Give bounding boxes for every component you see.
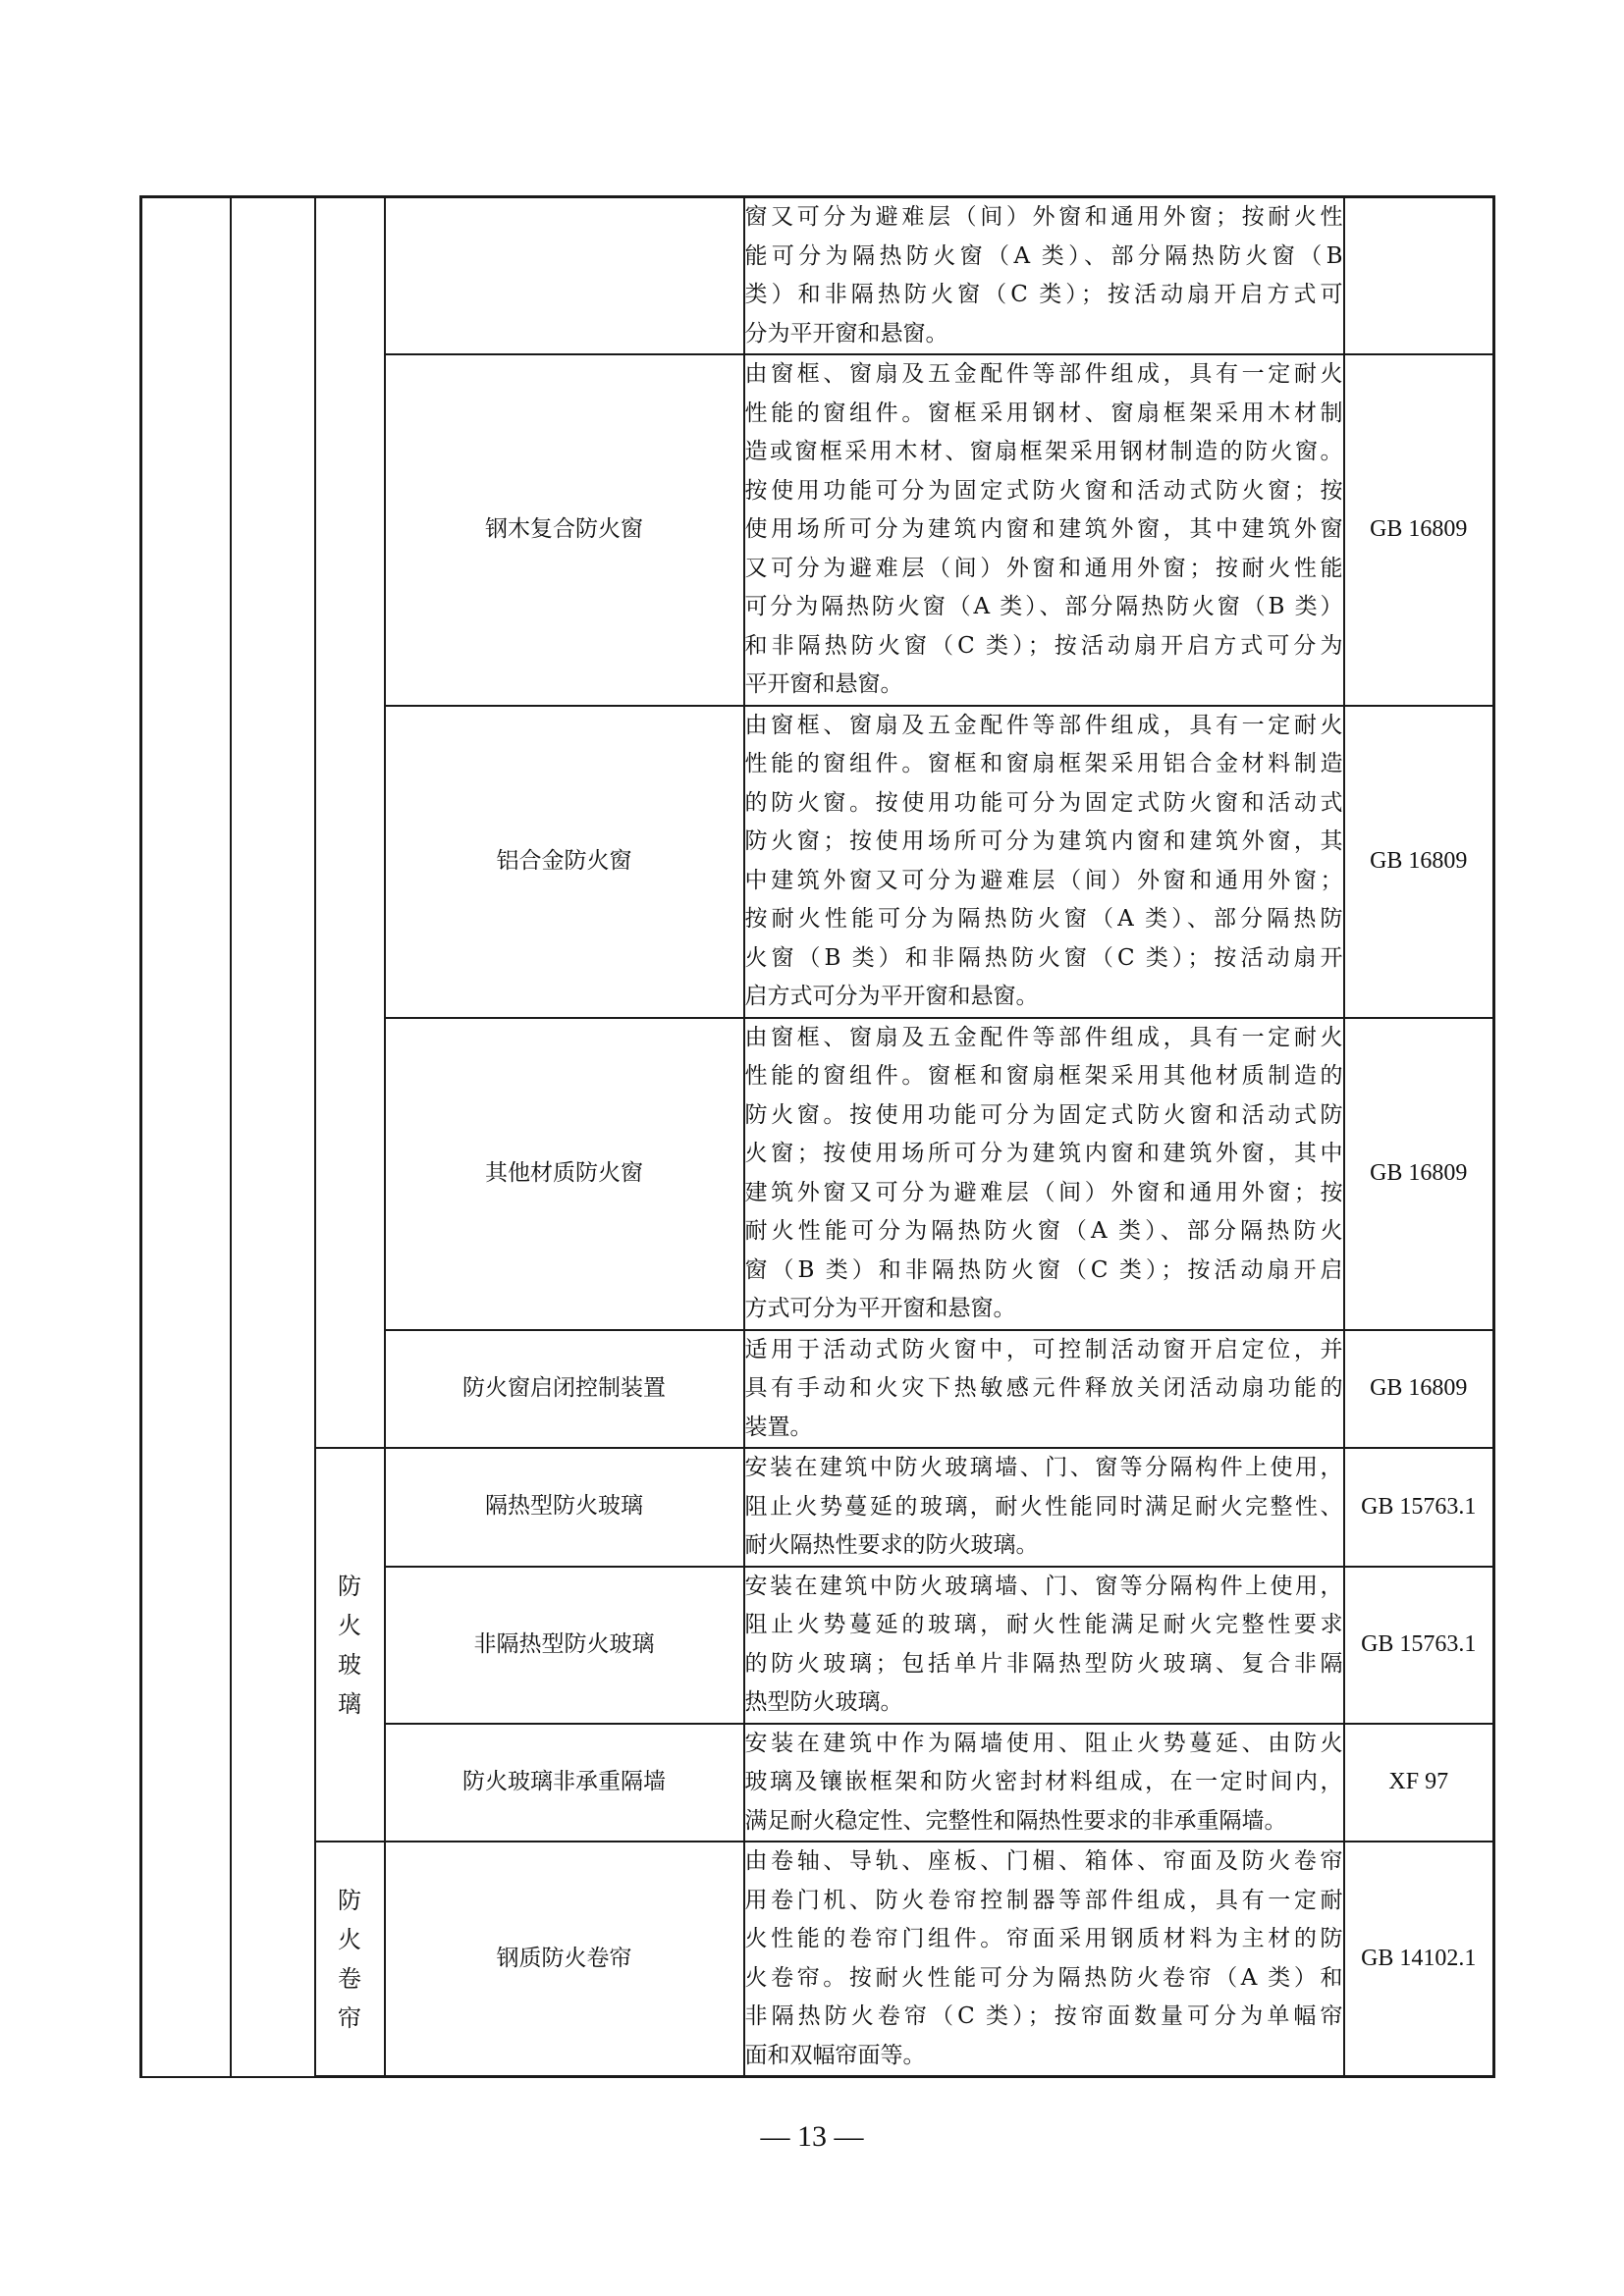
category-char: 璃 [338, 1689, 361, 1718]
description-line: 火窗（B 类）和非隔热防火窗（C 类）；按活动扇开 [744, 944, 1343, 971]
standard-code: GB 16809 [1344, 1330, 1494, 1449]
description-line: 由窗框、窗扇及五金配件等部件组成，具有一定耐火 [744, 1024, 1343, 1050]
description-line: 由卷轴、导轨、座板、门楣、箱体、帘面及防火卷帘 [744, 1848, 1343, 1874]
standard-code: XF 97 [1344, 1724, 1494, 1842]
product-name: 钢质防火卷帘 [385, 1842, 744, 2077]
category-char: 防 [338, 1886, 361, 1914]
product-name: 钢木复合防火窗 [385, 354, 744, 706]
product-description [744, 706, 1344, 1018]
product-name: 其他材质防火窗 [385, 1018, 744, 1330]
description-line: 热型防火玻璃。 [744, 1689, 903, 1715]
description-line: 适用于活动式防火窗中，可控制活动窗开启定位，并 [744, 1336, 1343, 1362]
product-name: 防火窗启闭控制装置 [385, 1330, 744, 1449]
standard-code: GB 14102.1 [1344, 1842, 1494, 2077]
description-line: 能可分为隔热防火窗（A 类）、部分隔热防火窗（B [744, 242, 1343, 269]
product-name: 非隔热型防火玻璃 [385, 1567, 744, 1724]
category-fire-glass [315, 1448, 385, 1842]
standard-code: GB 16809 [1344, 1018, 1494, 1330]
description-line: 安装在建筑中防火玻璃墙、门、窗等分隔构件上使用， [744, 1573, 1343, 1599]
table-row [141, 1448, 1494, 1567]
description-line: 满足耐火稳定性、完整性和隔热性要求的非承重隔墙。 [744, 1807, 1287, 1834]
description-line: 安装在建筑中作为隔墙使用、阻止火势蔓延、由防火 [744, 1730, 1343, 1756]
standard-code: GB 15763.1 [1344, 1567, 1494, 1724]
product-description [744, 1018, 1344, 1330]
description-line: 中建筑外窗又可分为避难层（间）外窗和通用外窗； [744, 867, 1343, 893]
product-description [744, 1842, 1344, 2077]
category-char: 火 [338, 1925, 361, 1953]
level1-cell [141, 197, 231, 2077]
product-description [744, 197, 1344, 355]
product-description [744, 1724, 1344, 1842]
description-line: 窗又可分为避难层（间）外窗和通用外窗；按耐火性 [744, 204, 1343, 230]
description-line: 类）和非隔热防火窗（C 类）；按活动扇开启方式可 [744, 282, 1343, 307]
product-description [744, 1448, 1344, 1567]
description-line: 耐火隔热性要求的防火玻璃。 [744, 1532, 1039, 1558]
table-row [141, 197, 1494, 355]
description-line: 非隔热防火卷帘（C 类）；按帘面数量可分为单幅帘 [744, 2003, 1343, 2029]
category-fire-shutter [315, 1842, 385, 2077]
description-line: 性能的窗组件。窗框采用钢材、窗扇框架采用木材制 [744, 400, 1343, 426]
product-name [385, 197, 744, 355]
standard-code: GB 15763.1 [1344, 1448, 1494, 1567]
description-line: 火性能的卷帘门组件。帘面采用钢质材料为主材的防 [744, 1926, 1343, 1951]
description-line: 由窗框、窗扇及五金配件等部件组成，具有一定耐火 [744, 712, 1343, 738]
product-table [139, 195, 1495, 2078]
category-char: 帘 [338, 2003, 361, 2032]
standard-code: GB 16809 [1344, 706, 1494, 1018]
description-line: 具有手动和火灾下热敏感元件释放关闭活动扇功能的 [744, 1375, 1343, 1401]
description-line: 方式可分为平开窗和悬窗。 [744, 1296, 1016, 1321]
category-char: 火 [338, 1611, 361, 1639]
description-line: 建筑外窗又可分为避难层（间）外窗和通用外窗；按 [744, 1179, 1343, 1205]
description-line: 耐火性能可分为隔热防火窗（A 类）、部分隔热防火 [744, 1218, 1343, 1244]
description-line: 火卷帘。按耐火性能可分为隔热防火卷帘（A 类）和 [744, 1964, 1343, 1991]
description-line: 玻璃及镶嵌框架和防火密封材料组成，在一定时间内， [744, 1769, 1343, 1794]
standard-code: GB 16809 [1344, 354, 1494, 706]
description-line: 平开窗和悬窗。 [744, 671, 903, 697]
description-line: 的防火玻璃；包括单片非隔热型防火玻璃、复合非隔 [744, 1650, 1343, 1677]
description-line: 性能的窗组件。窗框和窗扇框架采用铝合金材料制造 [744, 751, 1343, 776]
category-char: 玻 [338, 1650, 361, 1679]
description-line: 由窗框、窗扇及五金配件等部件组成，具有一定耐火 [744, 361, 1343, 387]
product-description [744, 354, 1344, 706]
description-line: 造或窗框采用木材、窗扇框架采用钢材制造的防火窗。 [744, 439, 1343, 464]
product-description [744, 1567, 1344, 1724]
product-name: 铝合金防火窗 [385, 706, 744, 1018]
description-line: 面和双幅帘面等。 [744, 2042, 926, 2068]
description-line: 启方式可分为平开窗和悬窗。 [744, 984, 1039, 1009]
category-char: 防 [338, 1572, 361, 1600]
description-line: 的防火窗。按使用功能可分为固定式防火窗和活动式 [744, 789, 1343, 816]
description-line: 按耐火性能可分为隔热防火窗（A 类）、部分隔热防 [744, 906, 1343, 932]
description-line: 又可分为避难层（间）外窗和通用外窗；按耐火性能 [744, 555, 1343, 581]
description-line: 用卷门机、防火卷帘控制器等部件组成，具有一定耐 [744, 1887, 1343, 1913]
description-line: 分为平开窗和悬窗。 [744, 320, 948, 347]
description-line: 窗（B 类）和非隔热防火窗（C 类）；按活动扇开启 [744, 1256, 1343, 1283]
description-line: 装置。 [744, 1414, 813, 1440]
page-number: — 13 — [760, 2120, 864, 2153]
description-line: 阻止火势蔓延的玻璃，耐火性能满足耐火完整性要求 [744, 1612, 1343, 1637]
description-line: 火窗；按使用场所可分为建筑内窗和建筑外窗，其中 [744, 1141, 1343, 1166]
description-line: 防火窗；按使用场所可分为建筑内窗和建筑外窗，其 [744, 828, 1343, 854]
description-line: 防火窗。按使用功能可分为固定式防火窗和活动式防 [744, 1101, 1343, 1128]
product-description [744, 1330, 1344, 1449]
level2-cell [231, 197, 315, 2077]
description-line: 按使用功能可分为固定式防火窗和活动式防火窗；按 [744, 477, 1343, 504]
description-line: 性能的窗组件。窗框和窗扇框架采用其他材质制造的 [744, 1063, 1343, 1089]
standard-code [1344, 197, 1494, 355]
description-line: 安装在建筑中防火玻璃墙、门、窗等分隔构件上使用， [744, 1455, 1343, 1480]
description-line: 使用场所可分为建筑内窗和建筑外窗，其中建筑外窗 [744, 516, 1343, 542]
description-line: 和非隔热防火窗（C 类）；按活动扇开启方式可分为 [744, 632, 1343, 659]
product-name: 隔热型防火玻璃 [385, 1448, 744, 1567]
table-row [141, 1842, 1494, 2077]
description-line: 可分为隔热防火窗（A 类）、部分隔热防火窗（B 类） [744, 594, 1343, 619]
level3-cell-fire-window [315, 197, 385, 1449]
product-name: 防火玻璃非承重隔墙 [385, 1724, 744, 1842]
description-line: 阻止火势蔓延的玻璃，耐火性能同时满足耐火完整性、 [744, 1493, 1343, 1520]
category-char: 卷 [338, 1964, 361, 1993]
